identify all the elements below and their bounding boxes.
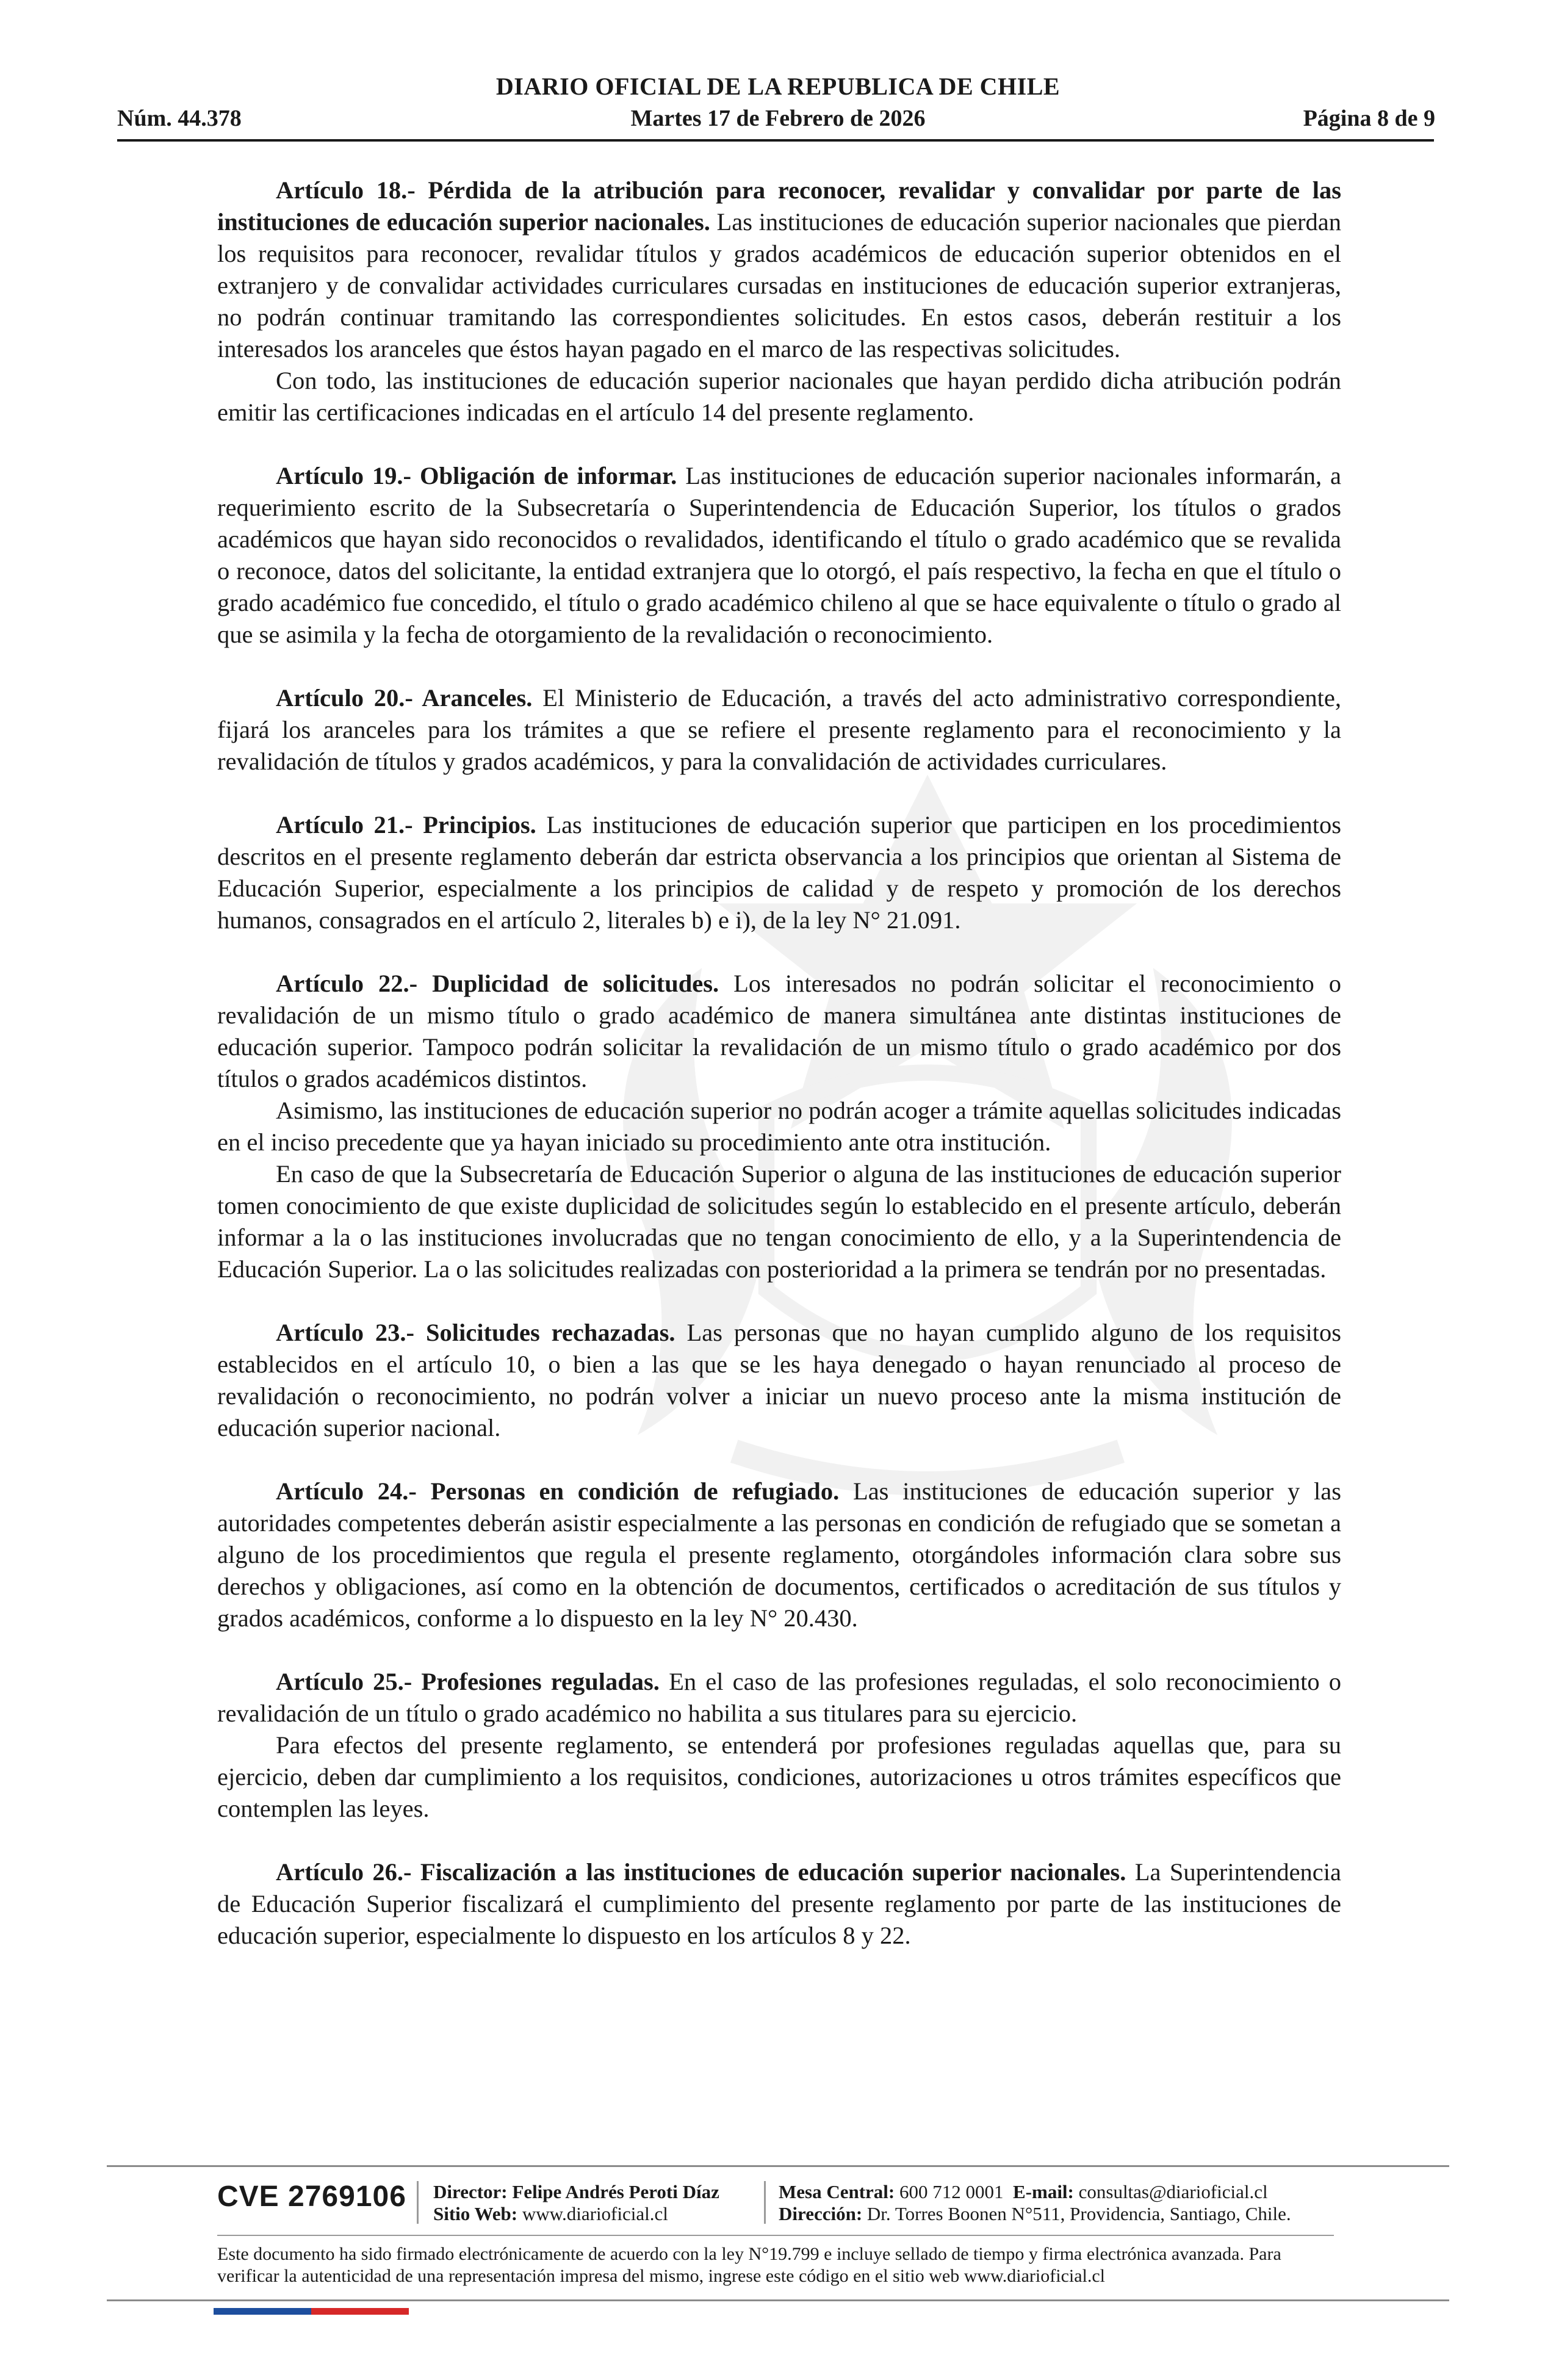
footer-contact-block [779, 2181, 1291, 2225]
footer-divider-middle [217, 2235, 1334, 2236]
header-divider [117, 139, 1434, 142]
article-22-paragraph-1: Artículo 22.- Duplicidad de solicitudes. Los interesados no podrán solicitar el reconocimiento o revalidación de un mismo título o grado académico de manera simultánea ante distintas instituciones de educación superior. Tampoco podrán solicitar la revalidación de un mismo título o grado académico por dos títulos o grados académicos distintos. [217, 970, 1342, 1092]
email-link[interactable]: consultas@diarioficial.cl [1078, 2181, 1268, 2202]
page-number: Página 8 de 9 [1303, 106, 1435, 131]
article-19-title: Artículo 19.- Obligación de informar. [276, 462, 677, 489]
article-25-title: Artículo 25.- Profesiones reguladas. [276, 1668, 660, 1695]
footer-separator [764, 2181, 766, 2224]
publication-title: DIARIO OFICIAL DE LA REPUBLICA DE CHILE [495, 73, 1061, 100]
phone-label: Mesa Central: [779, 2181, 895, 2202]
address-value: Dr. Torres Boonen N°511, Providencia, Santiago, Chile. [866, 2203, 1291, 2224]
article-23-title: Artículo 23.- Solicitudes rechazadas. [276, 1319, 675, 1346]
flag-stripe-red [311, 2308, 409, 2315]
article-18-paragraph-1: Artículo 18.- Pérdida de la atribución para reconocer, revalidar y convalidar por parte de las instituciones de educación superior nacionales. Las instituciones de educación superior nacionales que pierdan los requisitos para reconocer, revalidar títulos y grados académicos de educación superior obtenidos en el extranjero y de convalidar actividades curriculares cursadas en instituciones de educación superior extranjeras, no podrán continuar tramitando las correspondientes solicitudes. En estos casos, deberán restituir a los interesados los aranceles que éstos hayan pagado en el marco de las respectivas solicitudes. [217, 176, 1342, 362]
article-21-paragraph-1: Artículo 21.- Principios. Las instituciones de educación superior que participen en los procedimientos descritos en el presente reglamento deberán dar estricta observancia a los principios que orientan al Sistema de Educación Superior, especialmente a los principios de calidad y de respeto y promoción de los derechos humanos, consagrados en el artículo 2, literales b) e i), de la ley N° 21.091. [217, 811, 1342, 934]
website-link[interactable]: www.diarioficial.cl [522, 2203, 668, 2224]
article-23-paragraph-1: Artículo 23.- Solicitudes rechazadas. Las personas que no hayan cumplido alguno de los requisitos establecidos en el artículo 10, o bien a las que se les haya denegado o hayan renunciado al proceso de revalidación o reconocimiento, no podrán volver a iniciar un nuevo proceso ante la misma institución de educación superior nacional. [217, 1319, 1341, 1441]
article-26-paragraph-1: Artículo 26.- Fiscalización a las instituciones de educación superior nacionales. La Superintendencia de Educación Superior fiscalizará el cumplimiento del presente reglamento por parte de las instituciones de educación superior, especialmente lo dispuesto en los artículos 8 y 22. [217, 1858, 1341, 1949]
article-22-paragraph-2: Asimismo, las instituciones de educación superior no podrán acoger a trámite aquellas solicitudes indicadas en el inciso precedente que ya hayan iniciado su procedimiento ante otra institución. [217, 1097, 1341, 1156]
article-25-paragraph-1: Artículo 25.- Profesiones reguladas. En el caso de las profesiones reguladas, el solo reconocimiento o revalidación de un título o grado académico no habilita a sus titulares para su ejercicio. [217, 1668, 1342, 1727]
email-label: E-mail: [1013, 2181, 1074, 2202]
director-name: Felipe Andrés Peroti Díaz [512, 2181, 719, 2202]
article-20-title: Artículo 20.- Aranceles. [276, 684, 533, 712]
footer-divider-top [107, 2165, 1449, 2167]
article-18-paragraph-2: Con todo, las instituciones de educación superior nacionales que hayan perdido dicha atribución podrán emitir las certificaciones indicadas en el artículo 14 del presente reglamento. [217, 367, 1341, 426]
director-label: Director: [433, 2181, 508, 2202]
article-25-paragraph-2: Para efectos del presente reglamento, se entenderá por profesiones reguladas aquellas que, para su ejercicio, deben dar cumplimiento a los requisitos, condiciones, autorizaciones u otros trámites específicos que contemplen las leyes. [217, 1731, 1341, 1822]
footer-director-block [433, 2181, 719, 2225]
article-18-title: Artículo 18.- Pérdida de la atribución para reconocer, revalidar y convalidar por parte de las instituciones de educación superior nacionales. [217, 176, 1341, 236]
legal-notice: Este documento ha sido firmado electrónicamente de acuerdo con la ley N°19.799 e incluye sellado de tiempo y firma electrónica avanzada. Para verificar la autenticidad de una representación impresa del mismo, ingrese este código en el sitio web www.diarioficial.cl [217, 2244, 1281, 2286]
article-24-title: Artículo 24.- Personas en condición de refugiado. [276, 1477, 840, 1505]
article-22-paragraph-3: En caso de que la Subsecretaría de Educación Superior o alguna de las instituciones de educación superior tomen conocimiento de que existe duplicidad de solicitudes según lo establecido en el presente artículo, deberán informar a la o las instituciones involucradas que no tengan conocimiento de ello, y a la Superintendencia de Educación Superior. La o las solicitudes realizadas con posterioridad a la primera se tendrán por no presentadas. [217, 1160, 1341, 1283]
article-26-title: Artículo 26.- Fiscalización a las instituciones de educación superior nacionales. [276, 1858, 1126, 1886]
cve-code: CVE 2769106 [217, 2180, 406, 2213]
footer-separator [417, 2181, 419, 2224]
article-24-paragraph-1: Artículo 24.- Personas en condición de refugiado. Las instituciones de educación superior y las autoridades competentes deberán asistir especialmente a las personas en condición de refugiado que se sometan a alguno de los procedimientos que regula el presente reglamento, otorgándoles información clara sobre sus derechos y obligaciones, así como en la obtención de documentos, certificados o acreditación de sus títulos y grados académicos, conforme a lo dispuesto en la ley N° 20.430. [217, 1477, 1341, 1632]
phone-value: 600 712 0001 [899, 2181, 1004, 2202]
address-label: Dirección: [779, 2203, 863, 2224]
article-22-title: Artículo 22.- Duplicidad de solicitudes. [276, 970, 719, 997]
issue-date: Martes 17 de Febrero de 2026 [630, 106, 926, 131]
footer-divider-bottom [107, 2299, 1449, 2301]
issue-number: Núm. 44.378 [117, 106, 242, 131]
article-20-paragraph-1: Artículo 20.- Aranceles. El Ministerio de Educación, a través del acto administrativo correspondiente, fijará los aranceles para los trámites a que se refiere el presente reglamento para el reconocimiento y la revalidación de títulos y grados académicos, y para la convalidación de actividades curriculares. [217, 684, 1342, 775]
article-21-title: Artículo 21.- Principios. [276, 811, 536, 838]
flag-stripe-blue [214, 2308, 311, 2315]
document-body [217, 175, 1341, 1952]
article-19-paragraph-1: Artículo 19.- Obligación de informar. Las instituciones de educación superior nacionales informarán, a requerimiento escrito de la Subsecretaría o Superintendencia de Educación Superior, los títulos o grados académicos que hayan sido reconocidos o revalidados, identificando el título o grado académico que se revalida o reconoce, datos del solicitante, la entidad extranjera que lo otorgó, el país respectivo, la fecha en que el título o grado académico fue concedido, el título o grado académico chileno al que se hace equivalente o título o grado al que se asimila y la fecha de otorgamiento de la revalidación o reconocimiento. [217, 462, 1342, 648]
website-label: Sitio Web: [433, 2203, 518, 2224]
